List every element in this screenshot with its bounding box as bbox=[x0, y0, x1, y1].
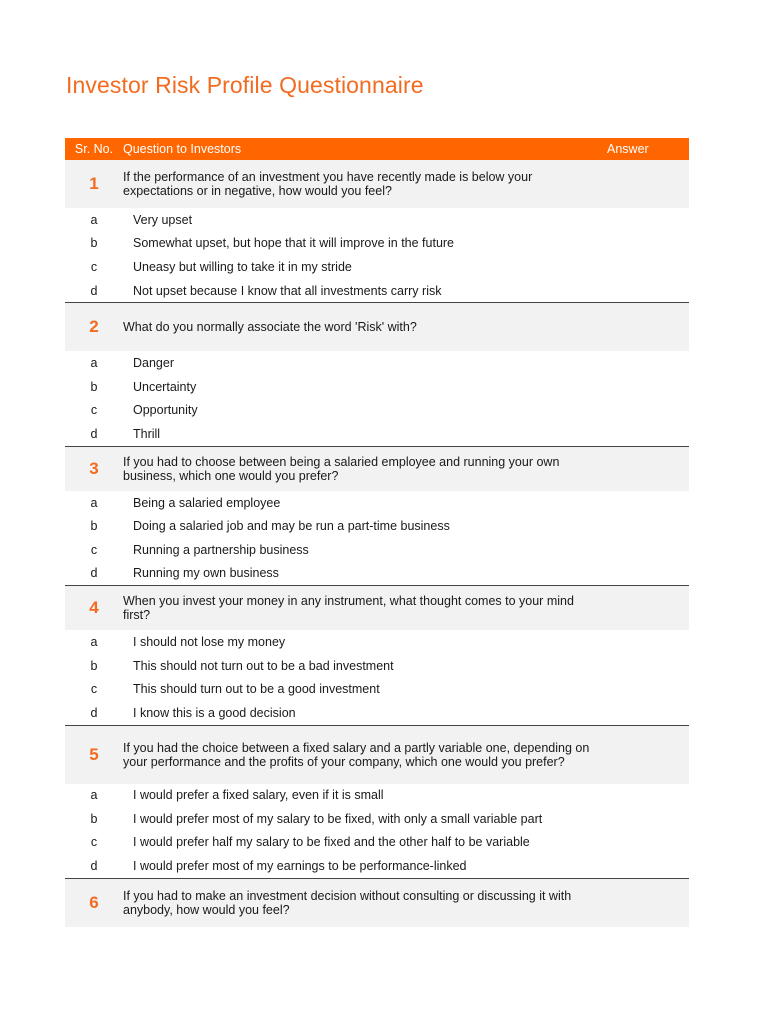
option-text: I would prefer a fixed salary, even if it is small bbox=[133, 788, 384, 803]
question-row bbox=[65, 586, 689, 630]
option-letter: d bbox=[90, 283, 98, 298]
answer-option bbox=[65, 562, 689, 586]
option-letter: b bbox=[90, 811, 98, 826]
option-text: I should not lose my money bbox=[133, 634, 286, 649]
answer-option bbox=[65, 399, 689, 423]
answer-option bbox=[65, 854, 689, 878]
option-text: Uneasy but willing to take it in my stride bbox=[133, 259, 352, 274]
question-text: If you had to choose between being a salaried employee and running your own business, which one would you prefer? bbox=[123, 454, 560, 483]
option-text: This should not turn out to be a bad investment bbox=[133, 658, 394, 673]
option-letter: c bbox=[90, 682, 98, 697]
answer-option bbox=[65, 279, 689, 303]
question-number: 2 bbox=[89, 317, 99, 337]
answer-option bbox=[65, 784, 689, 808]
question-number: 3 bbox=[89, 458, 99, 478]
answer-option bbox=[65, 630, 689, 654]
option-letter: d bbox=[90, 705, 98, 720]
option-letter: d bbox=[90, 566, 98, 581]
question-text: If the performance of an investment you have recently made is below your expectations or in negative, how would you feel? bbox=[123, 170, 533, 198]
question-number: 4 bbox=[89, 598, 99, 618]
option-letter: d bbox=[90, 859, 98, 874]
option-text: I would prefer most of my salary to be fixed, with only a small variable part bbox=[133, 811, 543, 826]
option-letter: c bbox=[90, 403, 98, 418]
page-title: Investor Risk Profile Questionnaire bbox=[66, 72, 424, 98]
questionnaire-table bbox=[65, 138, 689, 927]
option-text: Uncertainty bbox=[133, 379, 197, 394]
option-text: Danger bbox=[133, 356, 174, 371]
answer-option bbox=[65, 831, 689, 855]
option-text: Very upset bbox=[133, 212, 193, 227]
header-sr-no: Sr. No. bbox=[74, 142, 114, 156]
option-letter: b bbox=[90, 236, 98, 251]
option-text: Doing a salaried job and may be run a part-time business bbox=[133, 519, 450, 534]
option-letter: c bbox=[90, 542, 98, 557]
option-letter: b bbox=[90, 658, 98, 673]
option-text: This should turn out to be a good investment bbox=[133, 682, 380, 697]
option-text: Somewhat upset, but hope that it will improve in the future bbox=[133, 236, 455, 251]
option-text: I know this is a good decision bbox=[133, 705, 296, 720]
answer-option bbox=[65, 514, 689, 538]
option-text: Not upset because I know that all investments carry risk bbox=[133, 283, 442, 298]
question-number: 5 bbox=[89, 744, 99, 764]
option-letter: b bbox=[90, 519, 98, 534]
option-text: Running my own business bbox=[133, 566, 279, 581]
question-text: When you invest your money in any instrument, what thought comes to your mind first? bbox=[123, 594, 574, 623]
question-block bbox=[65, 879, 689, 927]
questions-body bbox=[65, 160, 689, 927]
answer-option bbox=[65, 701, 689, 725]
question-block bbox=[65, 586, 689, 725]
question-text: If you had to make an investment decision without consulting or discussing it with anybody, how would you feel? bbox=[123, 888, 572, 917]
header-answer: Answer bbox=[607, 142, 649, 156]
answer-option bbox=[65, 538, 689, 562]
option-text: Opportunity bbox=[133, 403, 198, 418]
answer-option bbox=[65, 422, 689, 446]
option-text: I would prefer half my salary to be fixed and the other half to be variable bbox=[133, 835, 530, 850]
table-header bbox=[65, 138, 689, 160]
option-letter: a bbox=[90, 212, 98, 227]
answer-option bbox=[65, 375, 689, 399]
option-text: Thrill bbox=[133, 426, 161, 441]
option-letter: a bbox=[90, 495, 98, 510]
question-number: 6 bbox=[89, 892, 99, 912]
answer-option bbox=[65, 208, 689, 232]
answer-option bbox=[65, 807, 689, 831]
question-row bbox=[65, 879, 689, 927]
question-text: What do you normally associate the word 'Risk' with? bbox=[123, 320, 417, 335]
question-block bbox=[65, 160, 689, 303]
option-letter: d bbox=[90, 426, 98, 441]
question-block bbox=[65, 726, 689, 879]
option-letter: a bbox=[90, 356, 98, 371]
question-row bbox=[65, 726, 689, 784]
option-letter: c bbox=[90, 259, 98, 274]
question-text: If you had the choice between a fixed salary and a partly variable one, depending on your performance and the profits of your company, which one would you prefer? bbox=[123, 740, 590, 769]
option-text: I would prefer most of my earnings to be performance-linked bbox=[133, 859, 467, 874]
option-text: Being a salaried employee bbox=[133, 495, 281, 510]
answer-option bbox=[65, 654, 689, 678]
question-row bbox=[65, 160, 689, 208]
answer-option bbox=[65, 677, 689, 701]
option-letter: b bbox=[90, 379, 98, 394]
header-question: Question to Investors bbox=[123, 142, 242, 156]
question-block bbox=[65, 447, 689, 586]
answer-option bbox=[65, 255, 689, 279]
question-row bbox=[65, 447, 689, 491]
option-text: Running a partnership business bbox=[133, 542, 309, 557]
option-letter: c bbox=[90, 835, 98, 850]
option-letter: a bbox=[90, 634, 98, 649]
question-number: 1 bbox=[89, 174, 99, 193]
option-letter: a bbox=[90, 788, 98, 803]
answer-option bbox=[65, 491, 689, 515]
question-row bbox=[65, 303, 689, 351]
question-block bbox=[65, 303, 689, 446]
answer-option bbox=[65, 351, 689, 375]
answer-option bbox=[65, 232, 689, 256]
